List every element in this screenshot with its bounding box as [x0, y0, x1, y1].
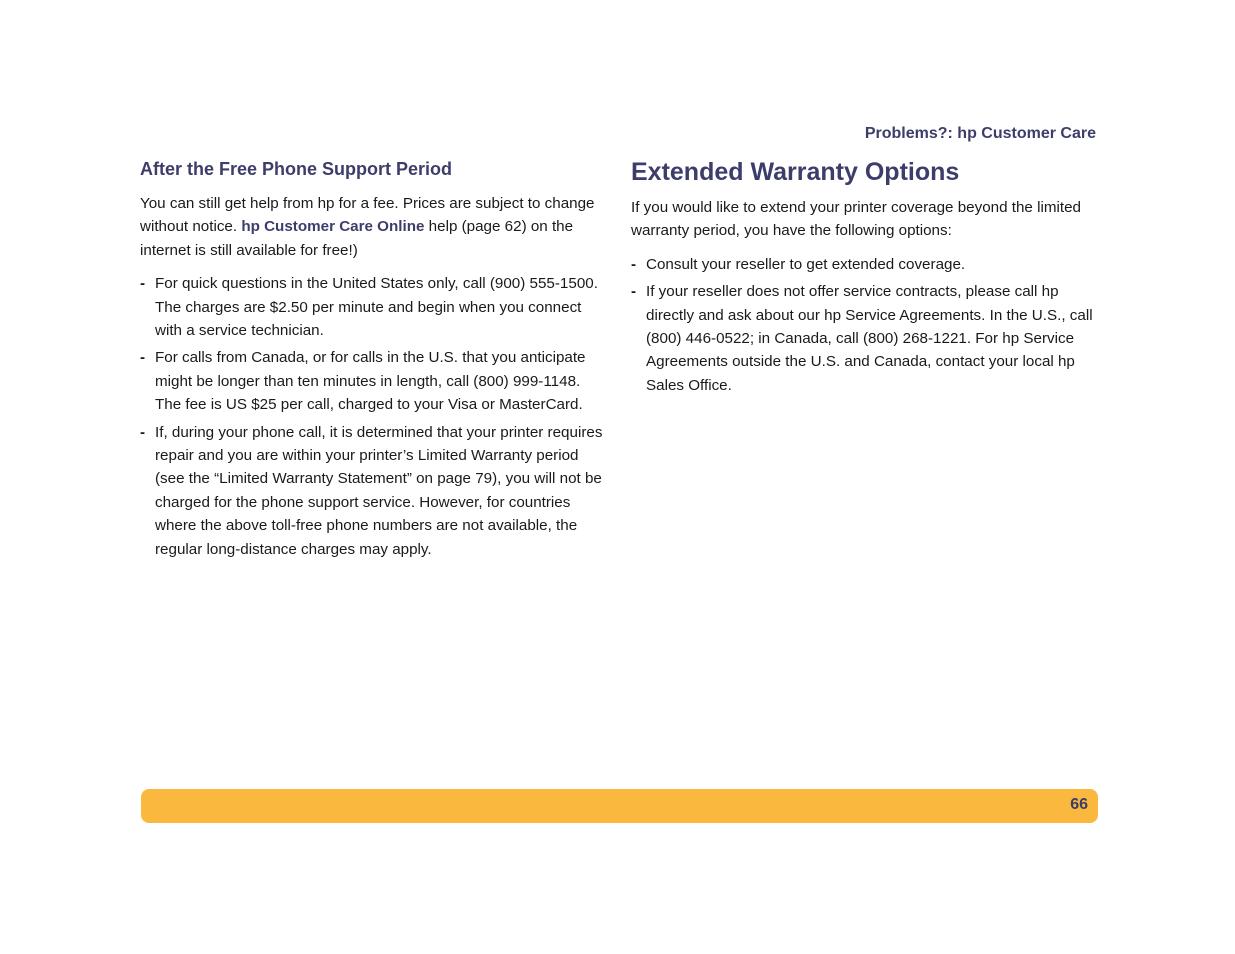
list-item: - Consult your reseller to get extended coverage.: [631, 253, 1096, 276]
intro-text-before-link: You can still get help from hp for a fee. Prices are subject to change without notice.: [140, 195, 595, 236]
list-item: - For quick questions in the United States only, call (900) 555-1500. The charges are $2.50 per minute and begin when you connect with a service technician.: [140, 272, 605, 342]
list-item: - If, during your phone call, it is determined that your printer requires repair and you are within your printer’s Limited Warranty period (see the “Limited Warranty Statement” on page 79), you will not be charged for the phone support service. However, for countries where the above toll-free phone numbers are not available, the regular long-distance charges may apply.: [140, 421, 605, 561]
warranty-intro-paragraph: If you would like to extend your printer coverage beyond the limited warranty period, you have the following options:: [631, 199, 1081, 240]
section-heading-free-phone-support: After the Free Phone Support Period: [140, 159, 453, 179]
list-item: - If your reseller does not offer service contracts, please call hp directly and ask about our hp Service Agreements. In the U.S., call (800) 446-0522; in Canada, call (800) 268-1221. For hp Service Agreements outside the U.S. and Canada, contact your local hp Sales Office.: [631, 280, 1096, 397]
list-item: - For calls from Canada, or for calls in the U.S. that you anticipate might be longer than ten minutes in length, call (800) 999-1148. The fee is US $25 per call, charged to your Visa or MasterCard.: [140, 346, 605, 416]
running-header: Problems?: hp Customer Care: [864, 125, 1096, 142]
left-column: [140, 156, 605, 565]
section-heading-extended-warranty: Extended Warranty Options: [631, 158, 960, 186]
page-number: 66: [1070, 796, 1088, 813]
footer-bar: [141, 789, 1098, 823]
right-column: [631, 156, 1096, 401]
support-options-list: [140, 272, 605, 561]
warranty-options-list: [631, 253, 1096, 397]
intro-text-after-link: help (page 62) on the internet is still available for free!): [140, 218, 574, 259]
customer-care-online-link[interactable]: hp Customer Care Online: [241, 218, 425, 236]
intro-paragraph: [140, 192, 605, 262]
